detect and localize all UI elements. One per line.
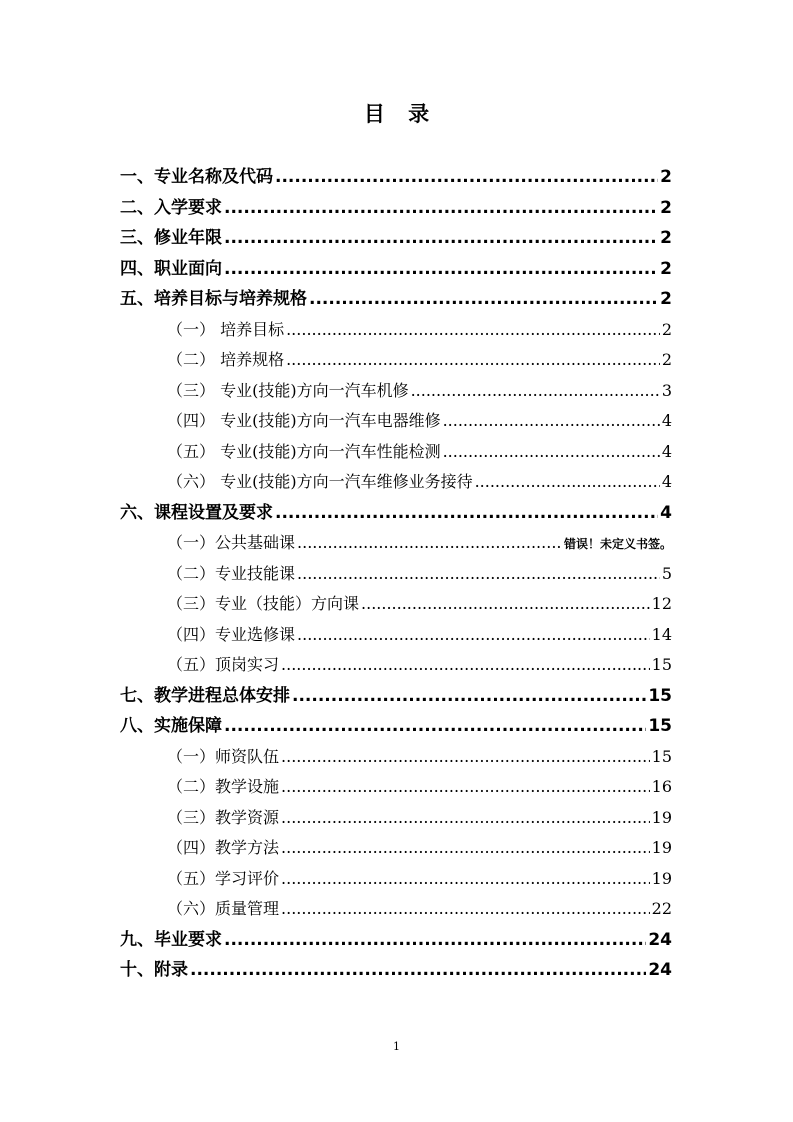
toc-entry-label: （三） 专业(技能)方向一汽车机修	[167, 380, 409, 400]
toc-entry-label: （一）公共基础课	[167, 533, 296, 552]
toc-entry-label: 四、职业面向	[120, 258, 222, 279]
toc-entry-label: （五）顶岗实习	[167, 655, 280, 674]
toc-dot-leader	[297, 620, 650, 651]
toc-entry-label: （五） 专业(技能)方向一汽车性能检测	[167, 441, 441, 461]
toc-entry-subsection[interactable]	[120, 467, 672, 498]
toc-dot-leader	[361, 589, 650, 620]
toc-entry-subsection[interactable]	[120, 833, 672, 864]
toc-entry-subsection[interactable]	[120, 650, 672, 681]
toc-entry-page: 3	[661, 380, 672, 400]
toc-dot-leader	[281, 894, 650, 925]
toc-dot-leader	[190, 955, 646, 986]
toc-entry-page: 12	[651, 594, 672, 613]
toc-entry-section[interactable]	[120, 223, 672, 254]
toc-entry-page: 14	[651, 624, 672, 644]
toc-entry-subsection[interactable]	[120, 894, 672, 925]
toc-entry-label: （一）师资队伍	[167, 746, 280, 766]
toc-dot-leader	[443, 437, 660, 468]
toc-entry-section[interactable]	[120, 955, 672, 986]
toc-entry-subsection[interactable]	[120, 376, 672, 407]
toc-dot-leader	[275, 162, 658, 193]
toc-entry-page: 2	[660, 258, 672, 279]
toc-entry-label: 五、培养目标与培养规格	[120, 289, 307, 309]
toc-dot-leader	[411, 376, 660, 407]
toc-entry-page: 15	[651, 655, 672, 674]
toc-dot-leader	[281, 772, 650, 803]
toc-entry-section[interactable]	[120, 498, 672, 529]
toc-entry-label: （五）学习评价	[167, 868, 280, 888]
toc-entry-page: 24	[648, 929, 672, 950]
toc-dot-leader	[275, 498, 658, 529]
toc-dot-leader	[292, 681, 646, 712]
toc-entry-page: 4	[661, 441, 672, 461]
toc-dot-leader	[297, 559, 660, 590]
toc-entry-label: （三）教学资源	[167, 807, 280, 827]
toc-entry-error-text: 错误！未定义书签。	[563, 537, 672, 551]
toc-entry-page: 2	[660, 228, 672, 248]
toc-entry-page: 15	[648, 716, 672, 736]
toc-dot-leader	[309, 284, 658, 315]
toc-entry-page: 22	[651, 899, 672, 918]
table-of-contents	[120, 162, 672, 986]
toc-dot-leader	[281, 650, 650, 681]
toc-entry-label: 二、入学要求	[120, 197, 222, 218]
toc-entry-subsection[interactable]	[120, 589, 672, 620]
toc-entry-label: （四）专业选修课	[167, 624, 296, 644]
toc-entry-section[interactable]	[120, 193, 672, 224]
toc-entry-subsection[interactable]	[120, 315, 672, 346]
toc-title: 目 录	[363, 102, 438, 126]
toc-dot-leader	[224, 223, 658, 254]
toc-entry-subsection[interactable]	[120, 345, 672, 376]
toc-entry-label: 三、修业年限	[120, 228, 222, 248]
toc-entry-label: 十、附录	[120, 960, 188, 980]
toc-entry-label: （三）专业（技能）方向课	[167, 594, 360, 613]
toc-entry-page: 19	[651, 838, 672, 857]
page-number: 1	[393, 1040, 400, 1053]
toc-entry-page: 2	[660, 197, 672, 218]
toc-entry-page: 4	[661, 472, 672, 491]
toc-entry-page: 4	[660, 502, 672, 523]
toc-dot-leader	[281, 833, 650, 864]
toc-entry-subsection[interactable]	[120, 742, 672, 773]
toc-entry-subsection[interactable]	[120, 803, 672, 834]
toc-entry-page: 15	[648, 685, 672, 706]
toc-entry-label: （二）教学设施	[167, 777, 280, 796]
toc-entry-label: 八、实施保障	[120, 716, 222, 736]
toc-dot-leader	[281, 742, 650, 773]
toc-dot-leader	[281, 803, 650, 834]
toc-entry-label: 七、教学进程总体安排	[120, 685, 290, 706]
toc-entry-page: 4	[661, 411, 672, 430]
toc-entry-section[interactable]	[120, 162, 672, 193]
toc-dot-leader	[286, 345, 660, 376]
toc-entry-section[interactable]	[120, 925, 672, 956]
toc-entry-section[interactable]	[120, 711, 672, 742]
toc-dot-leader	[297, 528, 562, 559]
toc-entry-subsection[interactable]	[120, 772, 672, 803]
toc-entry-label: （四） 专业(技能)方向一汽车电器维修	[167, 411, 441, 430]
toc-entry-label: （一） 培养目标	[167, 319, 285, 339]
toc-entry-label: （六） 专业(技能)方向一汽车维修业务接待	[167, 472, 473, 491]
toc-entry-page: 2	[661, 350, 672, 369]
toc-entry-section[interactable]	[120, 681, 672, 712]
toc-entry-subsection[interactable]	[120, 528, 672, 559]
toc-entry-label: 六、课程设置及要求	[120, 502, 273, 523]
toc-entry-page: 19	[651, 807, 672, 827]
toc-entry-subsection[interactable]	[120, 437, 672, 468]
toc-entry-subsection[interactable]	[120, 559, 672, 590]
toc-entry-label: （四）教学方法	[167, 838, 280, 857]
toc-dot-leader	[281, 864, 650, 895]
toc-entry-page: 2	[660, 289, 672, 309]
toc-entry-page: 19	[651, 868, 672, 888]
toc-dot-leader	[224, 925, 646, 956]
toc-dot-leader	[224, 193, 658, 224]
toc-entry-label: 九、毕业要求	[120, 929, 222, 950]
toc-entry-label: （二）专业技能课	[167, 563, 296, 583]
toc-entry-section[interactable]	[120, 284, 672, 315]
toc-dot-leader	[475, 467, 660, 498]
toc-entry-subsection[interactable]	[120, 620, 672, 651]
toc-entry-page: 2	[660, 167, 672, 187]
toc-entry-label: （六）质量管理	[167, 899, 280, 918]
toc-entry-subsection[interactable]	[120, 406, 672, 437]
toc-entry-page: 24	[648, 960, 672, 980]
toc-entry-label: 一、专业名称及代码	[120, 167, 273, 187]
toc-entry-page: 16	[651, 777, 672, 796]
toc-entry-section[interactable]	[120, 254, 672, 285]
toc-entry-subsection[interactable]	[120, 864, 672, 895]
toc-entry-label: （二） 培养规格	[167, 350, 285, 369]
toc-dot-leader	[286, 315, 660, 346]
toc-dot-leader	[443, 406, 660, 437]
toc-entry-page: 15	[651, 746, 672, 766]
toc-dot-leader	[224, 711, 646, 742]
toc-dot-leader	[224, 254, 658, 285]
toc-entry-page: 5	[661, 563, 672, 583]
toc-entry-page: 2	[661, 319, 672, 339]
